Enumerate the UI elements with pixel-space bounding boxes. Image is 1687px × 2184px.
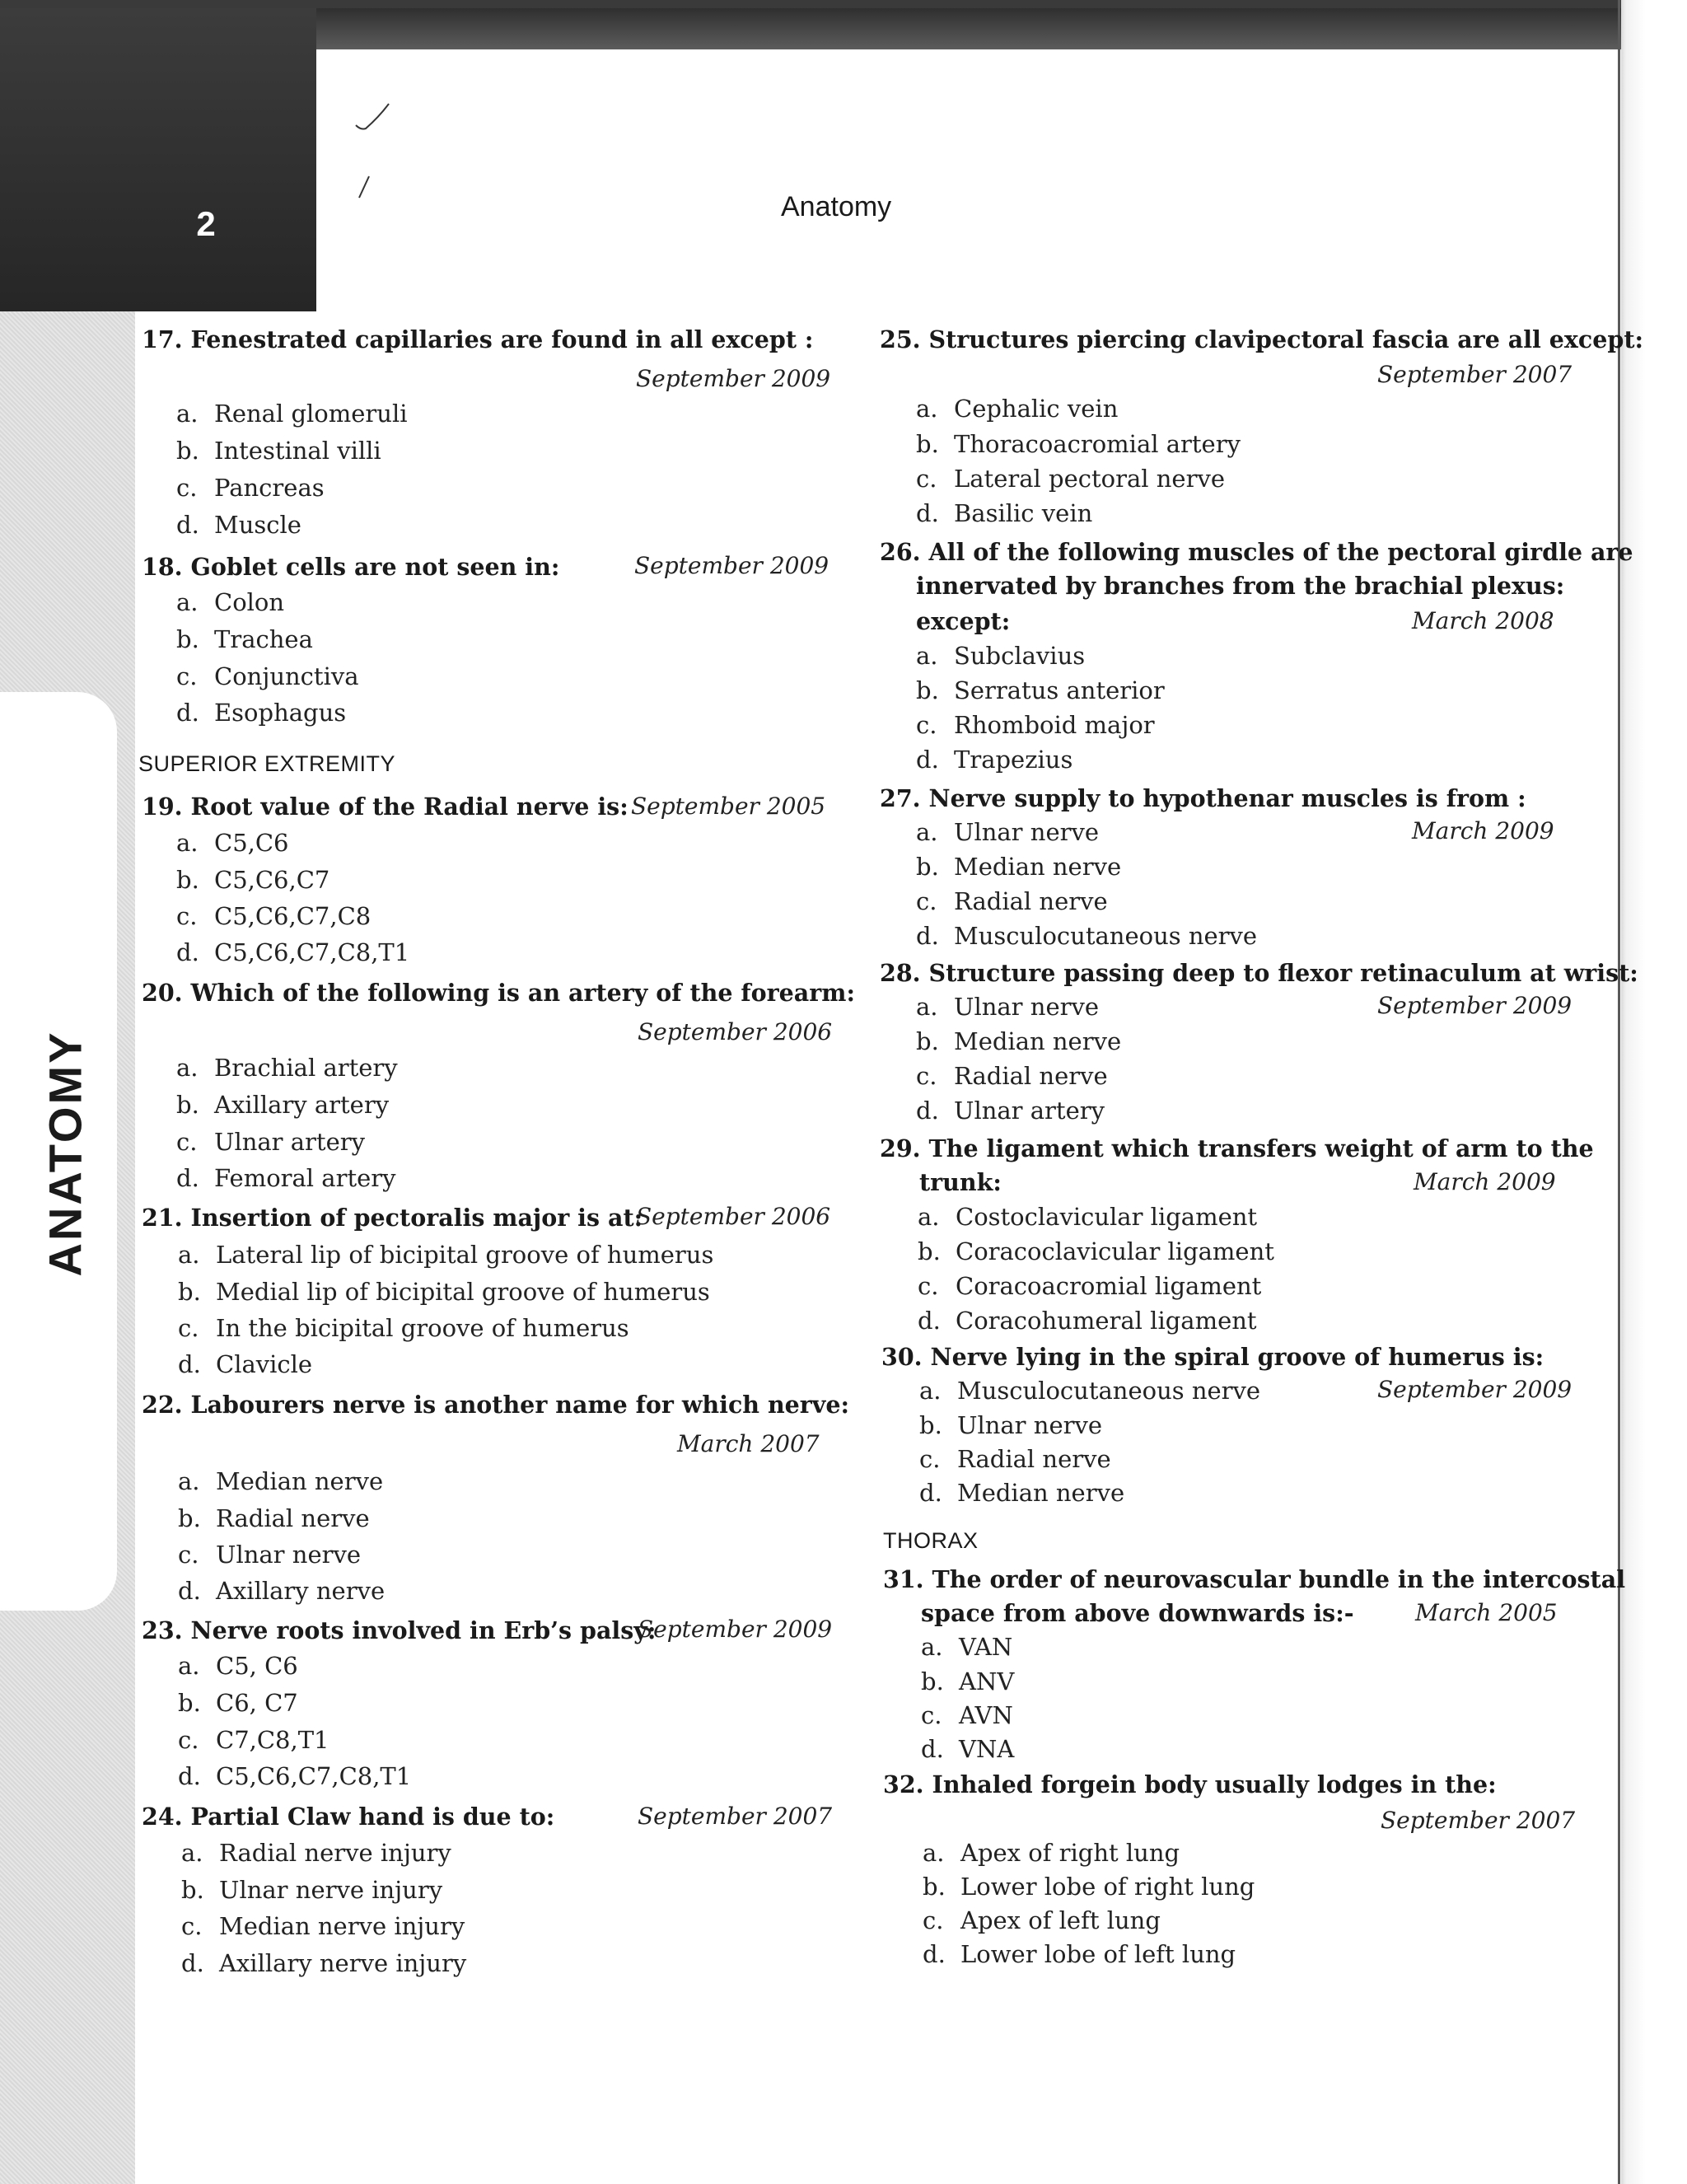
question-22-date: March 2007	[677, 1430, 820, 1457]
question-26-line2: innervated by branches from the brachial plexus:	[916, 572, 1565, 600]
option: c. Radial nerve	[919, 1445, 1111, 1473]
option: d. Lower lobe of left lung	[923, 1940, 1236, 1968]
question-text: Which of the following is an artery of the forearm:	[190, 979, 855, 1007]
option: b. Radial nerve	[178, 1504, 370, 1532]
option: a. Lateral lip of bicipital groove of humerus	[178, 1241, 714, 1269]
option: a. C5,C6	[176, 829, 289, 857]
option: b. Median nerve	[916, 853, 1122, 881]
question-number: 32.	[883, 1770, 924, 1798]
pen-check-mark	[354, 101, 395, 216]
option: c. C7,C8,T1	[178, 1726, 329, 1754]
question-text: Inhaled forgein body usually lodges in the:	[932, 1770, 1497, 1798]
question-25-date: September 2007	[1377, 361, 1573, 388]
option: a. Ulnar nerve	[916, 993, 1100, 1021]
option: b. Medial lip of bicipital groove of humerus	[178, 1278, 710, 1306]
section-heading: THORAX	[883, 1528, 979, 1553]
question-24-date: September 2007	[638, 1803, 833, 1830]
option: c. Pancreas	[176, 474, 325, 502]
question-text: Structure passing deep to flexor retinaculum at wrist:	[928, 959, 1638, 987]
option: c. Radial nerve	[916, 1062, 1108, 1090]
option: a. Costoclavicular ligament	[918, 1203, 1258, 1231]
question-text: Partial Claw hand is due to:	[190, 1803, 555, 1831]
option: c. Conjunctiva	[176, 662, 359, 690]
option: a. Renal glomeruli	[176, 400, 408, 428]
option: d. Muscle	[176, 511, 301, 539]
option: b. Ulnar nerve	[919, 1411, 1103, 1439]
question-number: 25.	[880, 325, 921, 353]
question-26	[880, 535, 1633, 569]
option: c. Rhomboid major	[916, 711, 1155, 739]
option: b. Trachea	[176, 625, 313, 653]
question-number: 31.	[883, 1565, 924, 1593]
question-number: 24.	[142, 1803, 183, 1831]
question-19	[142, 790, 629, 824]
option: a. Ulnar nerve	[916, 818, 1100, 846]
question-number: 30.	[881, 1343, 923, 1371]
question-text: Nerve supply to hypothenar muscles is from :	[928, 784, 1526, 812]
question-text: Structures piercing clavipectoral fascia are all except:	[928, 325, 1644, 353]
question-number: 29.	[880, 1134, 921, 1162]
question-29-line2: trunk:	[919, 1168, 1002, 1196]
page-title: Anatomy	[781, 191, 892, 222]
question-number: 18.	[142, 553, 183, 581]
option: c. Radial nerve	[916, 887, 1108, 915]
option: d. Median nerve	[919, 1479, 1125, 1507]
option: d. Femoral artery	[176, 1164, 396, 1192]
section-heading: SUPERIOR EXTREMITY	[138, 751, 396, 776]
question-31	[883, 1563, 1625, 1597]
question-24	[142, 1800, 554, 1834]
question-18-date: September 2009	[634, 552, 829, 579]
question-27-date: March 2009	[1412, 817, 1554, 844]
option: a. Brachial artery	[176, 1054, 398, 1082]
question-26-date: March 2008	[1412, 607, 1554, 634]
question-number: 28.	[880, 959, 921, 987]
option: a. Colon	[176, 588, 285, 616]
question-17-date: September 2009	[636, 365, 831, 392]
option: c. Apex of left lung	[923, 1906, 1161, 1934]
option: b. Thoracoacromial artery	[916, 430, 1241, 458]
option: b. Intestinal villi	[176, 437, 381, 465]
question-28-date: September 2009	[1377, 992, 1573, 1019]
question-30	[881, 1340, 1544, 1374]
option: a. Radial nerve injury	[181, 1839, 451, 1867]
option: c. Ulnar nerve	[178, 1541, 362, 1569]
question-31-date: March 2005	[1415, 1599, 1558, 1626]
question-text: All of the following muscles of the pectoral girdle are	[928, 538, 1633, 566]
option: b. C6, C7	[178, 1689, 298, 1717]
question-29	[880, 1132, 1594, 1166]
option: c. C5,C6,C7,C8	[176, 902, 372, 930]
question-20-date: September 2006	[638, 1018, 833, 1045]
question-text: Fenestrated capillaries are found in all except :	[190, 325, 814, 353]
option: a. Apex of right lung	[923, 1839, 1180, 1867]
question-29-date: March 2009	[1414, 1168, 1556, 1195]
question-28	[880, 956, 1638, 990]
option: d. Ulnar artery	[916, 1097, 1105, 1125]
option: b. Ulnar nerve injury	[181, 1876, 443, 1904]
question-21-date: September 2006	[636, 1203, 831, 1230]
option: d. Axillary nerve	[178, 1577, 386, 1605]
question-text: The order of neurovascular bundle in the intercostal	[932, 1565, 1626, 1593]
option: b. ANV	[921, 1667, 1015, 1695]
option: b. Axillary artery	[176, 1091, 390, 1119]
question-27	[880, 782, 1526, 816]
question-number: 26.	[880, 538, 921, 566]
option: d. C5,C6,C7,C8,T1	[178, 1762, 412, 1790]
question-number: 17.	[142, 325, 183, 353]
option: d. VNA	[921, 1735, 1015, 1763]
option: d. Basilic vein	[916, 499, 1093, 527]
question-32	[883, 1768, 1497, 1802]
question-text: The ligament which transfers weight of arm to the	[928, 1134, 1594, 1162]
option: c. Coracoacromial ligament	[918, 1272, 1262, 1300]
question-number: 27.	[880, 784, 921, 812]
option: c. AVN	[921, 1701, 1013, 1729]
option: d. Trapezius	[916, 746, 1073, 774]
option: a. Median nerve	[178, 1467, 384, 1495]
option: a. Subclavius	[916, 642, 1086, 670]
option: d. Esophagus	[176, 699, 347, 727]
option: a. VAN	[921, 1633, 1013, 1661]
question-22	[142, 1388, 849, 1422]
question-number: 19.	[142, 793, 183, 821]
option: b. Lower lobe of right lung	[923, 1873, 1255, 1901]
option: d. Axillary nerve injury	[181, 1949, 467, 1977]
chapter-number-block	[0, 8, 316, 311]
question-23-date: September 2009	[638, 1616, 833, 1643]
question-text: Goblet cells are not seen in:	[190, 553, 560, 581]
option: d. Coracohumeral ligament	[918, 1307, 1257, 1335]
option: c. Ulnar artery	[176, 1128, 365, 1156]
question-31-line2: space from above downwards is:-	[921, 1599, 1354, 1627]
option: b. Coracoclavicular ligament	[918, 1237, 1274, 1265]
question-text: Nerve roots involved in Erb’s palsy:	[190, 1616, 657, 1644]
option: b. C5,C6,C7	[176, 866, 330, 894]
option: b. Median nerve	[916, 1027, 1122, 1055]
option: a. C5, C6	[178, 1652, 298, 1680]
section-tab-label: ANATOMY	[39, 1030, 91, 1277]
question-text: Root value of the Radial nerve is:	[190, 793, 629, 821]
question-19-date: September 2005	[631, 793, 826, 820]
question-number: 22.	[142, 1391, 183, 1419]
question-text: Nerve lying in the spiral groove of humerus is:	[930, 1343, 1544, 1371]
option: a. Musculocutaneous nerve	[919, 1377, 1261, 1405]
question-17	[142, 323, 813, 357]
question-number: 20.	[142, 979, 183, 1007]
question-32-date: September 2007	[1381, 1807, 1576, 1834]
option: d. Musculocutaneous nerve	[916, 922, 1258, 950]
question-30-date: September 2009	[1377, 1376, 1573, 1403]
option: b. Serratus anterior	[916, 676, 1165, 704]
question-21	[142, 1201, 643, 1235]
question-26-line3: except:	[916, 607, 1011, 635]
question-18	[142, 550, 559, 584]
question-25	[880, 323, 1643, 357]
question-number: 21.	[142, 1204, 183, 1232]
option: a. Cephalic vein	[916, 395, 1119, 423]
question-text: Labourers nerve is another name for which nerve:	[190, 1391, 850, 1419]
option: c. Lateral pectoral nerve	[916, 465, 1225, 493]
option: c. In the bicipital groove of humerus	[178, 1314, 629, 1342]
option: c. Median nerve injury	[181, 1912, 465, 1940]
question-20	[142, 976, 855, 1010]
chapter-number: 2	[196, 204, 216, 243]
scan-edge-top	[0, 0, 1687, 8]
option: d. C5,C6,C7,C8,T1	[176, 938, 410, 966]
question-number: 23.	[142, 1616, 183, 1644]
question-text: Insertion of pectoralis major is at:	[190, 1204, 643, 1232]
option: d. Clavicle	[178, 1350, 313, 1378]
question-23	[142, 1614, 656, 1648]
